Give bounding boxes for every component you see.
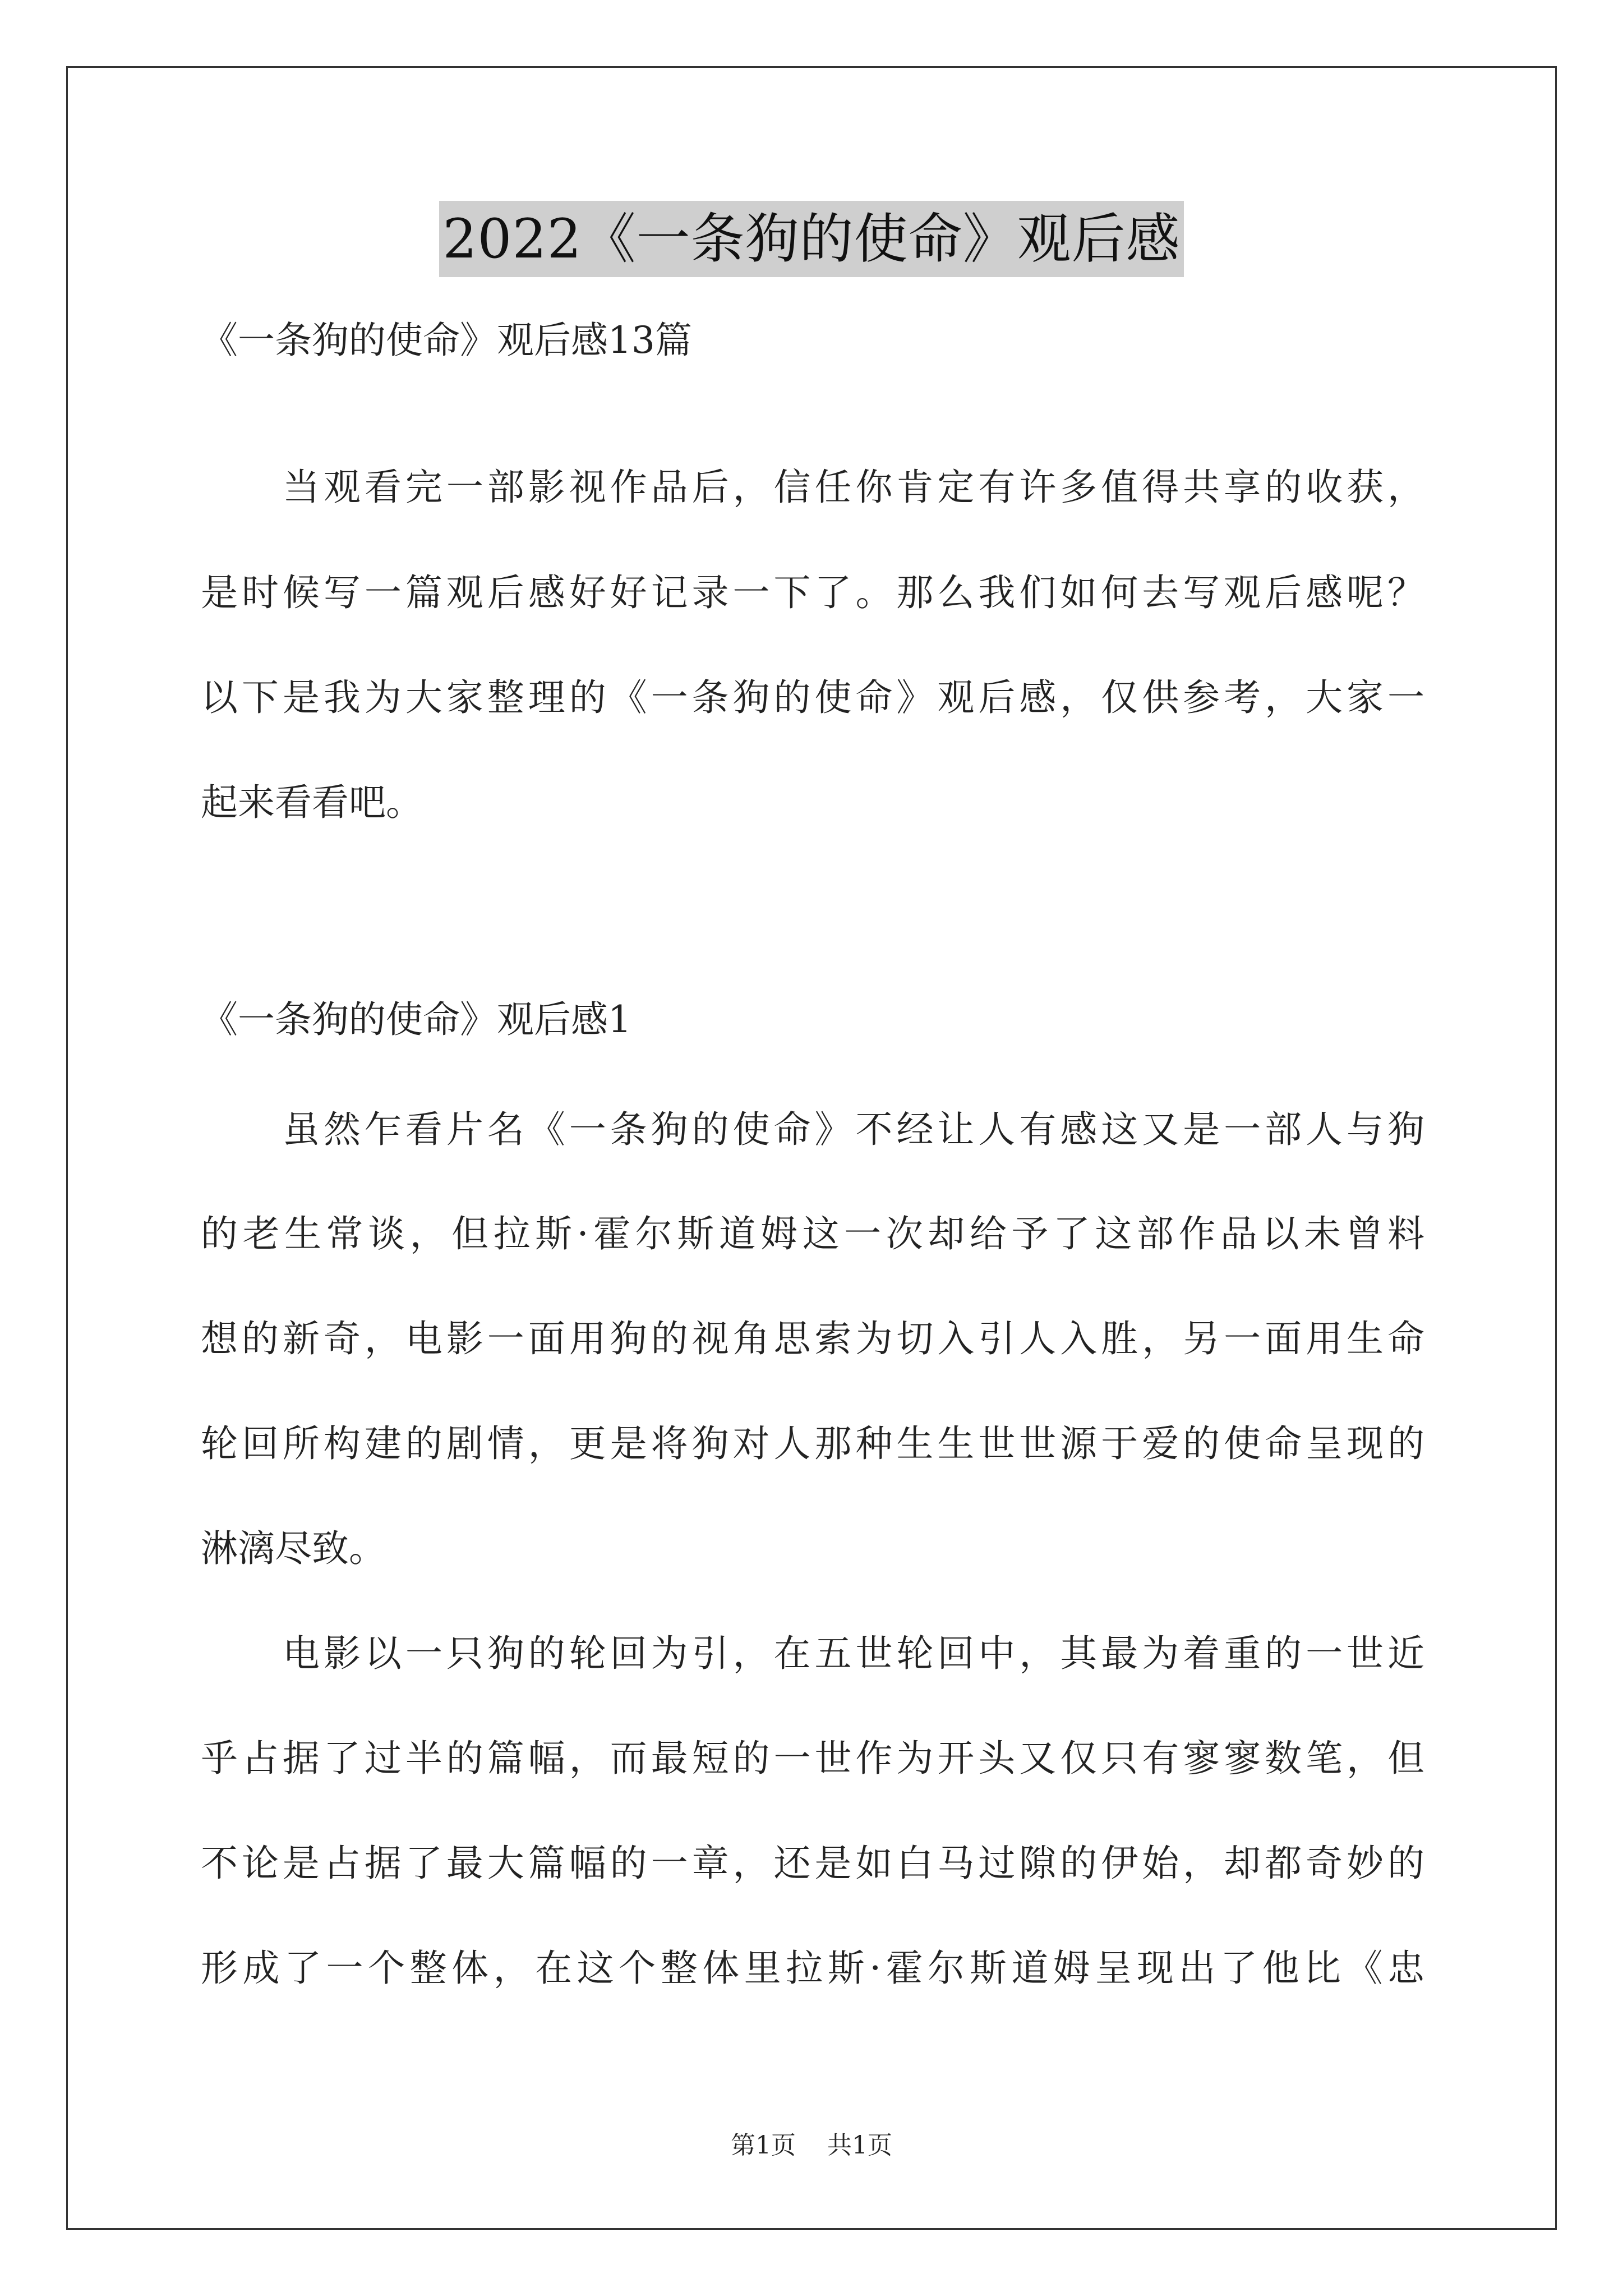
paragraph-line: 形成了一个整体，在这个整体里拉斯·霍尔斯道姆呈现出了他比《忠 xyxy=(201,1947,1424,1990)
page-total: 共1页 xyxy=(827,2131,892,2160)
title-block xyxy=(0,201,1623,277)
paragraph-line: 的老生常谈，但拉斯·霍尔斯道姆这一次却给予了这部作品以未曾料 xyxy=(201,1212,1424,1255)
intro-line: 以下是我为大家整理的《一条狗的使命》观后感，仅供参考，大家一 xyxy=(201,676,1424,719)
subtitle: 《一条狗的使命》观后感13篇 xyxy=(201,319,692,362)
paragraph-line: 淋漓尽致。 xyxy=(201,1527,386,1570)
page-number: 第1页 xyxy=(731,2131,796,2160)
paragraph-line: 不论是占据了最大篇幅的一章，还是如白马过隙的伊始，却都奇妙的 xyxy=(201,1842,1424,1885)
intro-line: 是时候写一篇观后感好好记录一下了。那么我们如何去写观后感呢？ xyxy=(201,571,1424,614)
paragraph-line: 轮回所构建的剧情，更是将狗对人那种生生世世源于爱的使命呈现的 xyxy=(201,1422,1424,1465)
paragraph-line: 电影以一只狗的轮回为引，在五世轮回中，其最为着重的一世近 xyxy=(283,1632,1424,1675)
intro-line: 当观看完一部影视作品后，信任你肯定有许多值得共享的收获， xyxy=(283,466,1424,509)
paragraph-line: 虽然乍看片名《一条狗的使命》不经让人有感这又是一部人与狗 xyxy=(283,1108,1424,1151)
document-title: 2022《一条狗的使命》观后感 xyxy=(439,201,1183,277)
intro-line: 起来看看吧。 xyxy=(201,781,423,824)
paragraph-line: 乎占据了过半的篇幅，而最短的一世作为开头又仅只有寥寥数笔，但 xyxy=(201,1737,1424,1780)
section-heading: 《一条狗的使命》观后感1 xyxy=(201,998,631,1041)
paragraph-line: 想的新奇，电影一面用狗的视角思索为切入引人入胜，另一面用生命 xyxy=(201,1317,1424,1360)
page-footer xyxy=(0,2129,1623,2162)
